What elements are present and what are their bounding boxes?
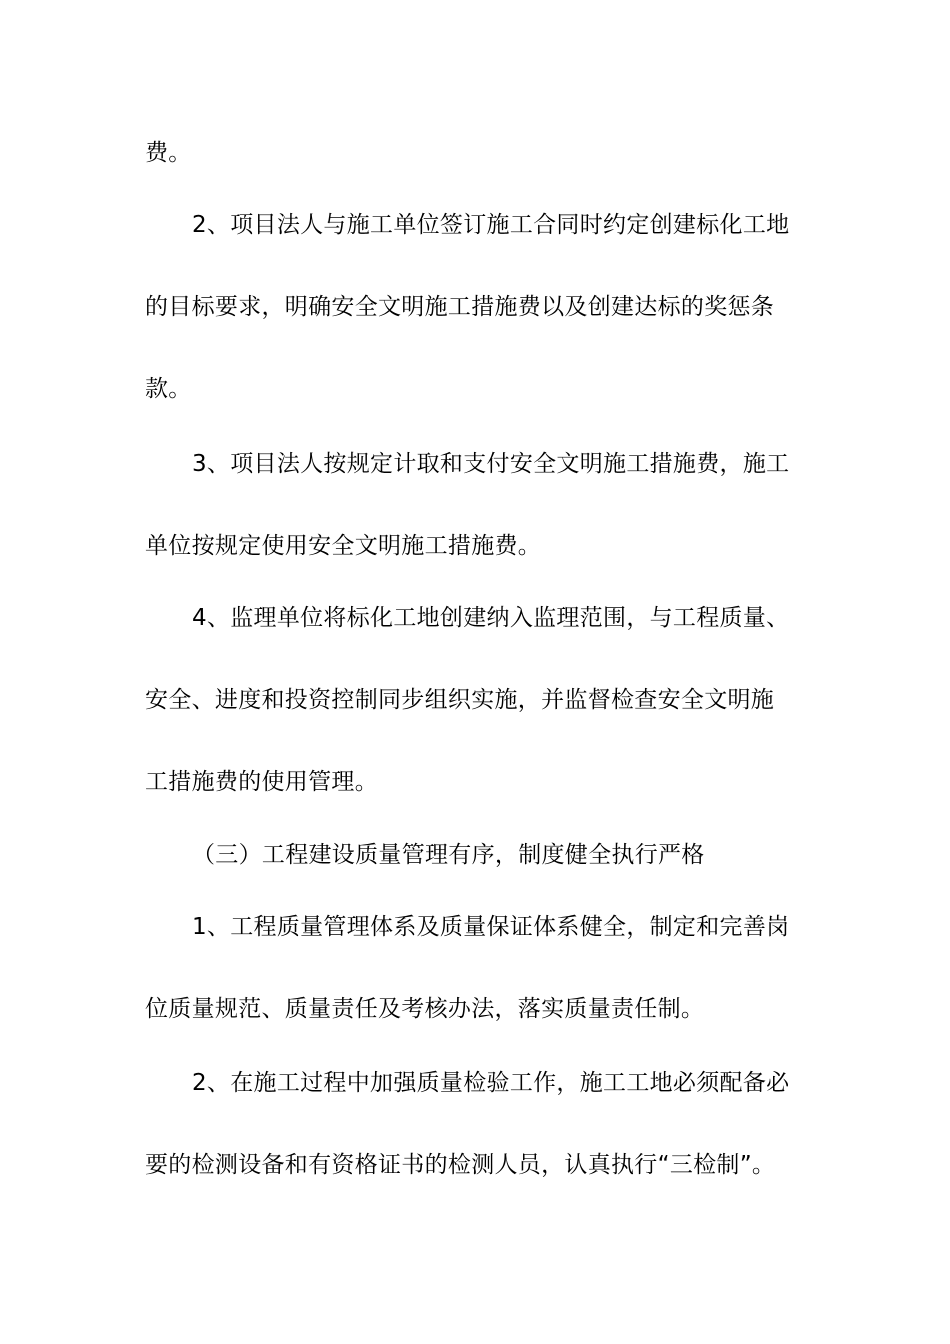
text-line-12: 位质量规范、质量责任及考核办法，落实质量责任制。: [145, 996, 705, 1022]
section-heading: （三）工程建设质量管理有序，制度健全执行严格: [192, 842, 705, 868]
text-line-9: 工措施费的使用管理。: [145, 769, 378, 795]
text-line-13: 2、在施工过程中加强质量检验工作，施工工地必须配备必: [192, 1070, 790, 1096]
text-line-2: 2、项目法人与施工单位签订施工合同时约定创建标化工地: [192, 212, 790, 238]
text-line-8: 安全、进度和投资控制同步组织实施，并监督检查安全文明施: [145, 687, 775, 713]
text-line-7: 4、监理单位将标化工地创建纳入监理范围，与工程质量、: [192, 605, 790, 631]
text-line-6: 单位按规定使用安全文明施工措施费。: [145, 533, 542, 559]
text-line-1: 费。: [145, 140, 192, 166]
text-line-14: 要的检测设备和有资格证书的检测人员，认真执行“三检制”。: [145, 1152, 776, 1178]
text-line-5: 3、项目法人按规定计取和支付安全文明施工措施费，施工: [192, 451, 790, 477]
text-line-11: 1、工程质量管理体系及质量保证体系健全，制定和完善岗: [192, 914, 790, 940]
text-line-3: 的目标要求，明确安全文明施工措施费以及创建达标的奖惩条: [145, 294, 775, 320]
text-line-4: 款。: [145, 376, 192, 402]
